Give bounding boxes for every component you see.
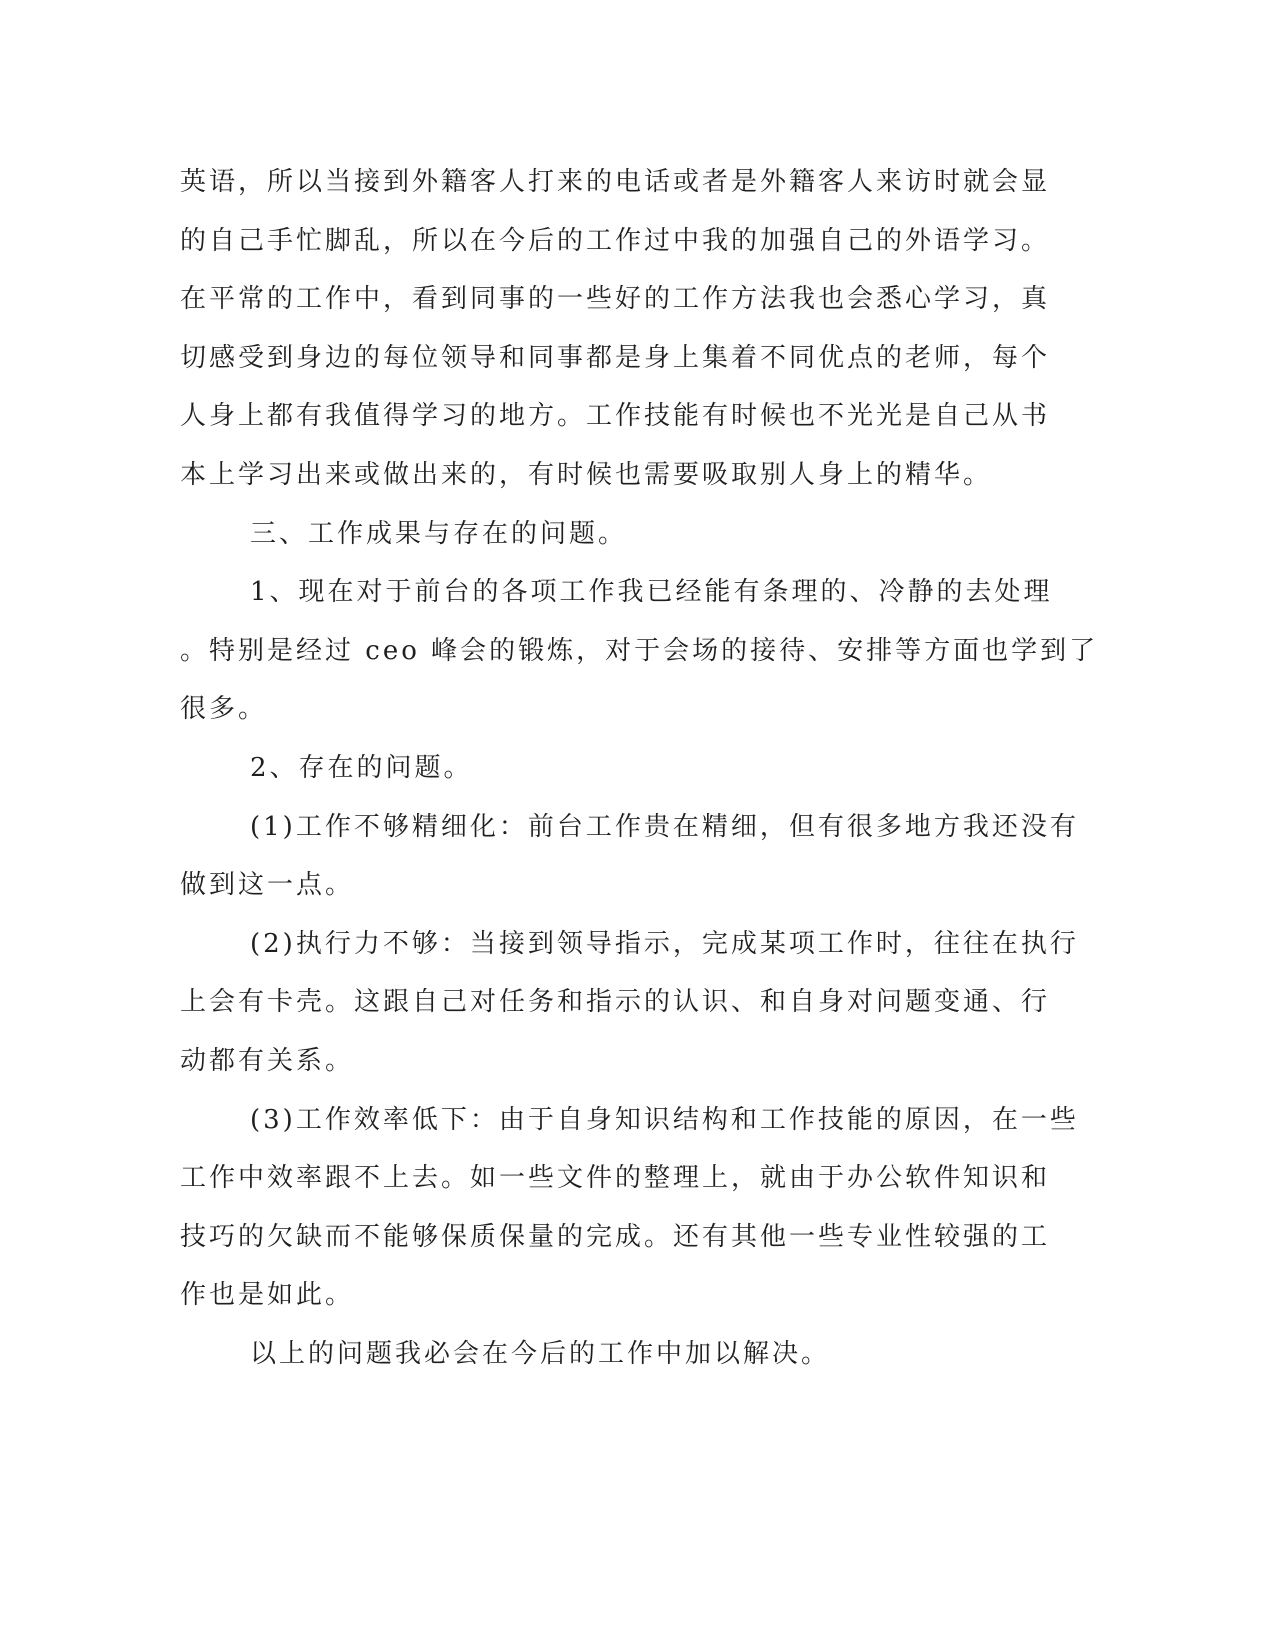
body-line: 1、现在对于前台的各项工作我已经能有条理的、冷静的去处理 (250, 577, 1053, 607)
body-line: 英语，所以当接到外籍客人打来的电话或者是外籍客人来访时就会显 (180, 167, 1051, 197)
closing-line: 以上的问题我必会在今后的工作中加以解决。 (250, 1339, 831, 1369)
body-line: (1)工作不够精细化：前台工作贵在精细，但有很多地方我还没有 (250, 812, 1079, 842)
body-line: 在平常的工作中，看到同事的一些好的工作方法我也会悉心学习，真 (180, 284, 1051, 314)
body-line: (3)工作效率低下：由于自身知识结构和工作技能的原因，在一些 (250, 1105, 1079, 1135)
body-line: 人身上都有我值得学习的地方。工作技能有时候也不光光是自己从书 (180, 401, 1051, 431)
body-line: 技巧的欠缺而不能够保质保量的完成。还有其他一些专业性较强的工 (180, 1222, 1051, 1252)
body-line: 切感受到身边的每位领导和同事都是身上集着不同优点的老师，每个 (180, 343, 1051, 373)
body-line: 工作中效率跟不上去。如一些文件的整理上，就由于办公软件知识和 (180, 1163, 1051, 1193)
body-line: 做到这一点。 (180, 870, 355, 900)
body-line: 本上学习出来或做出来的，有时候也需要吸取别人身上的精华。 (180, 460, 993, 490)
body-line: 的自己手忙脚乱，所以在今后的工作过中我的加强自己的外语学习。 (180, 226, 1051, 256)
body-line: (2)执行力不够：当接到领导指示，完成某项工作时，往往在执行 (250, 929, 1079, 959)
body-line: 作也是如此。 (180, 1280, 355, 1310)
body-line: 上会有卡壳。这跟自己对任务和指示的认识、和自身对问题变通、行 (180, 987, 1051, 1017)
body-line: 很多。 (180, 694, 268, 724)
subheading: 2、存在的问题。 (250, 753, 473, 783)
body-line: 动都有关系。 (180, 1046, 355, 1076)
body-line: 。特别是经过 ceo 峰会的锻炼，对于会场的接待、安排等方面也学到了 (180, 636, 1099, 666)
section-heading: 三、工作成果与存在的问题。 (250, 519, 628, 549)
